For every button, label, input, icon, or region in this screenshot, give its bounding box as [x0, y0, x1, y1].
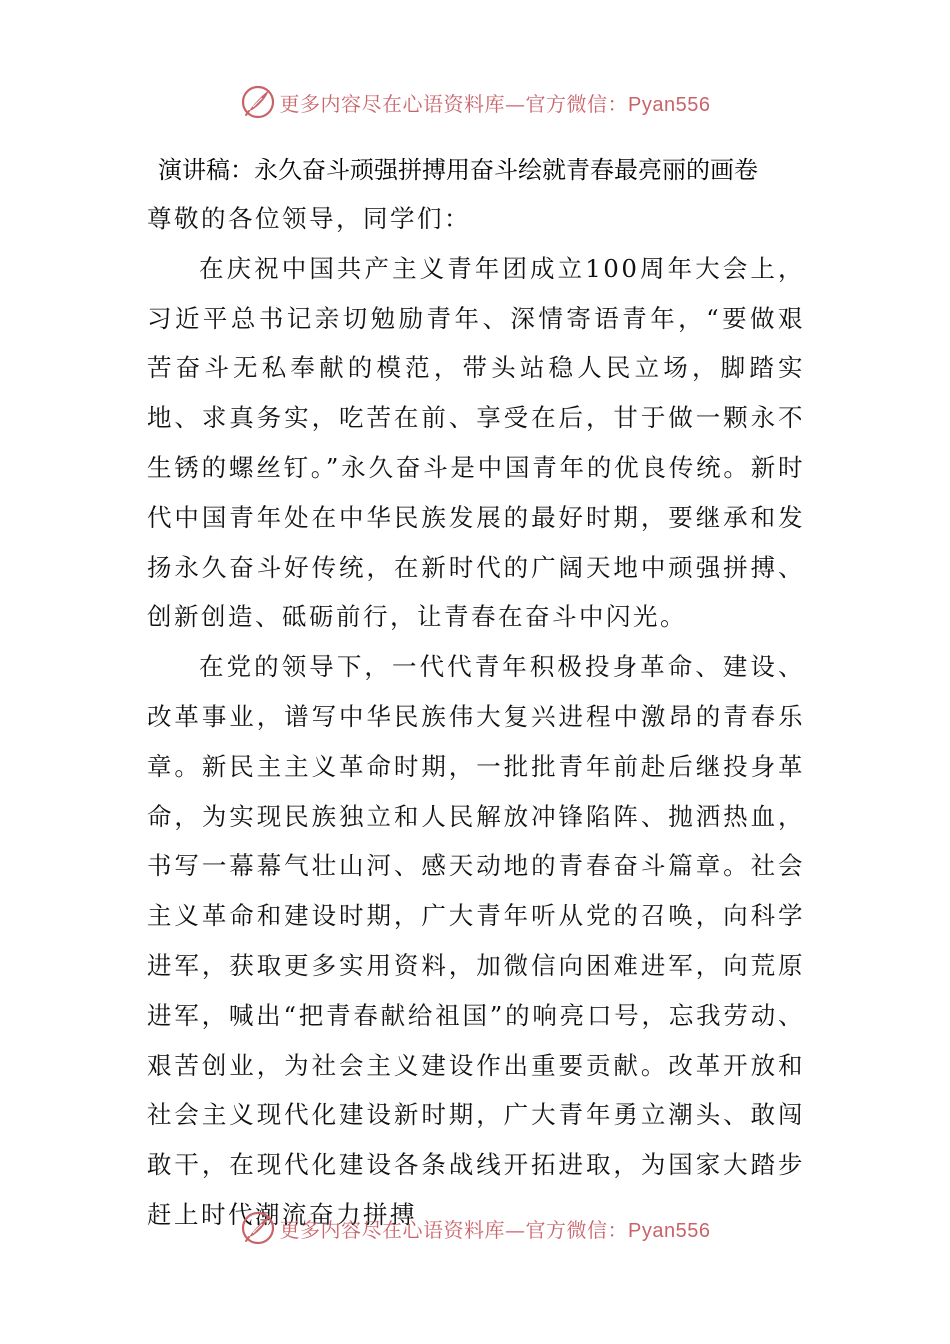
footer-watermark: [0, 1206, 950, 1250]
header-watermark: [0, 80, 950, 124]
quill-pen-icon: [240, 84, 276, 120]
document-body: [147, 194, 805, 1240]
watermark-text: [280, 1214, 711, 1243]
paragraph-1: 在庆祝中国共产主义青年团成立100周年大会上，习近平总书记亲切勉励青年、深情寄语青年，“要做艰苦奋斗无私奉献的模范，带头站稳人民立场，脚踏实地、求真务实，吃苦在前、享受在后，甘于做一颗永不生锈的螺丝钉。”永久奋斗是中国青年的优良传统。新时代中国青年处在中华民族发展的最好时期，要继承和发扬永久奋斗好传统，在新时代的广阔天地中顽强拼搏、创新创造、砥砺前行，让青春在奋斗中闪光。: [147, 253, 805, 632]
quill-pen-icon: [240, 1210, 276, 1246]
watermark-wechat-id: Pyan556: [628, 1219, 711, 1242]
salutation: 尊敬的各位领导，同学们：: [147, 204, 471, 233]
watermark-wechat-id: Pyan556: [628, 93, 711, 116]
document-title: 演讲稿：永久奋斗顽强拼搏用奋斗绘就青春最亮丽的画卷: [158, 156, 758, 184]
watermark-text: [280, 88, 711, 117]
paragraph-2: 在党的领导下，一代代青年积极投身革命、建设、改革事业，谱写中华民族伟大复兴进程中激昂的青春乐章。新民主主义革命时期，一批批青年前赴后继投身革命，为实现民族独立和人民解放冲锋陷阵、抛洒热血，书写一幕幕气壮山河、感天动地的青春奋斗篇章。社会主义革命和建设时期，广大青年听从党的召唤，向科学进军，获取更多实用资料，加微信向困难进军，向荒原进军，喊出“把青春献给祖国”的响亮口号，忘我劳动、艰苦创业，为社会主义建设作出重要贡献。改革开放和社会主义现代化建设新时期，广大青年勇立潮头、敢闯敢干，在现代化建设各条战线开拓进取，为国家大踏步赶上时代潮流奋力拼搏: [147, 652, 805, 1229]
watermark-label: 更多内容尽在心语资料库—官方微信：: [279, 1217, 629, 1242]
watermark-label: 更多内容尽在心语资料库—官方微信：: [279, 91, 629, 116]
